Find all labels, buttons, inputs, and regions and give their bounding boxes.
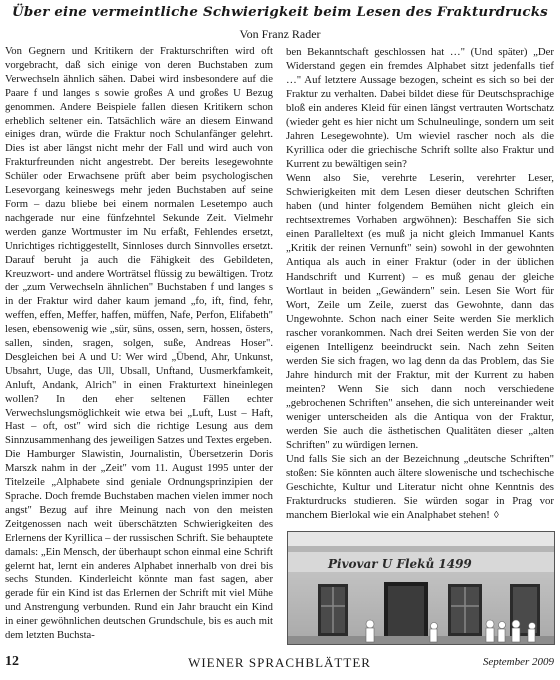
page-footer: [5, 654, 554, 674]
paragraph: Die Hamburger Slawistin, Journalistin, Übersetzerin Doris Marszk nahm in der „Zeit" vom 11. August 1995 unter der Titelzeile „Alphabete sind geniale Ordnungsprinzipien der Sprache. Doch fremde Buchstaben machen vielen immer noch angst" Bezug auf ihre Meinung nach von den meisten Zeitgenossen nach weit überschätzten Schwierigkeiten des Erlernens der Kyrillica – der russischen Schrift. Sie behauptete damals: „Ein Mensch, der überhaupt schon einmal eine Schrift gelernt hat, lernt ein anderes Alphabet innerhalb von drei bis sechs Stunden. Kinderleicht könnte man fast sagen, aber gerade für ein Kind ist das Erlernen der Schrift mit viel Mühe und Anstrengung verbunden. Rund ein Jahr braucht ein Kind in einer gewöhnlichen deutschen Grundschule, bis es auch mit dem letzten Buchsta-: [5, 449, 273, 642]
photo-image: [288, 532, 554, 644]
paragraph: Wenn also Sie, verehrte Leserin, verehrter Leser, Schwierigkeiten mit dem Lesen dieser deutschen Schriften haben (und hinter folgendem Bemühen nicht gleich ein rechtsextremes Vorhaben argwöhnen): Beschaffen Sie sich einen Paralleltext (es muß ja nicht gleich Immanuel Kants „Kritik der reinen Vernunft" sein) sowohl in der gewohnten Antiqua als auch in einer Fraktur (oder in der üblichen Handschrift und Kurrent) – es muß genau der gleiche Wortlaut in beiden „Gewändern" sein. Lesen Sie Wort für Wort, Zeile um Zeile, zuerst das Gewohnte, dann das Ungewohnte. Schon nach einer Seite werden Sie merklich rascher vorankommen. Nach drei Seiten werden Sie von der eigenen Intelligenz beeindruckt sein. Nach zehn Seiten werden Sie sich fragen, wo lag denn da das Problem, das Sie Jahre hindurch mit der Fraktur, mit der Kurrent zu haben meinten? Wenn Sie sich dann noch verschiedene „gebrochenen Schriften" ansehen, die sich untereinander weit weniger unterscheiden als die Antiqua von der Fraktur, werden Sie auch die ästhetischen Qualitäten dieser „alten Schriften" zu würdigen lernen.: [286, 172, 554, 451]
photo-brewery-facade: [287, 531, 555, 645]
article-author: Von Franz Rader: [239, 27, 321, 41]
paragraph: [286, 452, 554, 523]
text-column-left: [5, 45, 273, 643]
article-title: Über eine vermeintliche Schwierigkeit beim Lesen des Frakturdrucks: [12, 4, 548, 20]
brewery-sign: Pivovar U Fleků 1499: [328, 557, 472, 571]
end-of-article-mark: ◊: [493, 510, 499, 522]
page-number: 12: [5, 654, 19, 669]
paragraph-text: Und falls Sie sich an der Bezeichnung „deutsche Schriften" stoßen: Sie könnten auch ältere slowenische und tschechische Geschichte, Kultur und Literatur nicht ohne Kenntnis des Frakturdrucks studieren. Sie würden sogar in Prag vor manchem Bierlokal wie ein Analphabet stehen!: [286, 452, 554, 522]
issue-date: September 2009: [482, 656, 554, 668]
paragraph: Von Gegnern und Kritikern der Frakturschriften wird oft vorgebracht, daß sich einige von deren Buchstaben zum Verwechseln ähnlich sähen. Dabei wird insbesondere auf die Paare f und langes s sowie großes A und großes U Bezug genommen. Andere Beispiele fallen diesen Kritikern schon erheblich seltener ein. Tatsächlich wäre an diesem Einwand einiges dran, würde die Fraktur noch Schulanfänger gelehrt. Dies ist aber längst nicht mehr der Fall und wird auch von Frakturfreunden nicht angestrebt. Der bereits lesegewohnte Schüler oder Erwachsene prüft aber beim psychologischen Lesevorgang keineswegs mehr jeden Buchstaben auf seine Form – dazu bliebe bei einem normalen Lesetempo auch nachgerade nur eine fünfzehntel Sekunde Zeit. Vielmehr werden ganze Wortmuster im Nu erfaßt, Fehlendes ersetzt, Unrichtiges richtiggestellt, Sinnloses durch Sinnvolles ersetzt. Darauf beruht ja auch die Fähigkeit des Gebildeten, Kreuzwort- und andere Worträtsel flüssig zu bewältigen. Trotz der „zum Verwechseln ähnlichen" Buchstaben f und langes s in der Fraktur wird daher kaum jemand „fo, ift, find, fehr, weffen, effen, Meffer, haffen, müffen, Nafe, Perfon, Elifabeth" lesen, ebensowenig wie „sür, süns, ossen, sern, hossen, östers, sallen, sinden, sragen, solgen, suße, Andreas Hoser". Desgleichen bei A und U: Wer wird „Übend, Ahr, Unkunst, Ubsahrt, Uuge, das Ull, Ubsall, Unftand, Uusmerkfamkeit, Anluft, Andank, Alrich" in einen Frakturtext hineinlegen wollen? In den eher seltenen Fällen echter Verwechslungsmöglichkeit wie etwa bei „Luft, Lust – Haft, Hast – oft, ost" wird sich die richtige Lesung aus dem Sinnzusammenhang des jeweiligen Satzes und Textes ergeben.: [5, 46, 273, 447]
paragraph: ben Bekanntschaft geschlossen hat …" (Und später) „Der Widerstand gegen ein fremdes Alphabet sitzt jedenfalls tief …" Auf letztere Aussage bezogen, scheint es sich so bei der Fraktur zu verhalten. Dabei bildet diese für Deutschsprachige bloß ein anderes Kleid für einen längst vertrauten Wortschatz (wieder geht es hier nicht um Schulneulinge, sondern um seit Jahren Lesegewohnte). Um wieviel rascher noch als die Kyrillica oder die griechische Schrift sollte also Fraktur und Kurrent zu bewältigen sein?: [286, 46, 554, 171]
publication-name: WIENER SPRACHBLÄTTER: [188, 655, 371, 670]
text-column-right: [286, 45, 554, 523]
